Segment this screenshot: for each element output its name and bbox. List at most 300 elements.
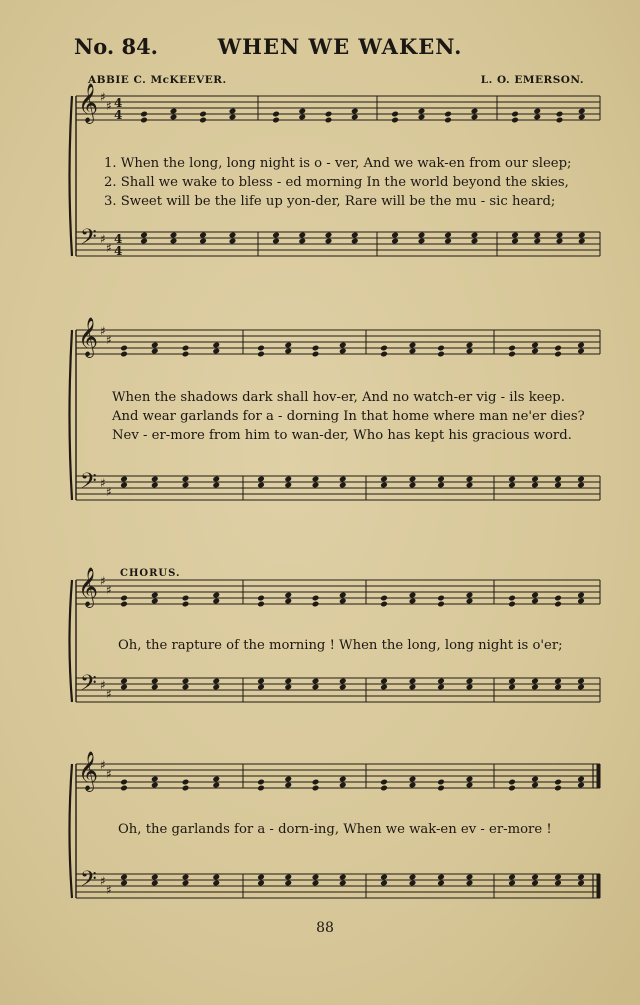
note-head (151, 678, 159, 685)
note-head (578, 238, 586, 245)
note-head (339, 782, 347, 789)
note-head (182, 779, 190, 786)
note-head (466, 476, 474, 483)
note-head (577, 482, 585, 489)
note-head (339, 342, 347, 349)
sharp-icon: ♯ (100, 758, 106, 772)
note-head (466, 880, 474, 887)
note-head (409, 598, 417, 605)
note-head (577, 592, 585, 599)
note-head (437, 351, 445, 358)
note-head (533, 238, 541, 245)
note-head (182, 476, 190, 483)
note-head (508, 595, 516, 602)
note-head (151, 874, 159, 881)
note-head (531, 782, 539, 789)
note-head (257, 785, 265, 792)
note-head (284, 476, 292, 483)
note-head (284, 592, 292, 599)
note-head (312, 880, 320, 887)
note-head (418, 108, 426, 115)
note-head (212, 342, 220, 349)
note-head (257, 351, 265, 358)
note-head (151, 342, 159, 349)
note-head (284, 598, 292, 605)
note-head (140, 232, 148, 239)
note-head (508, 601, 516, 608)
note-head (212, 880, 220, 887)
note-head (531, 592, 539, 599)
note-head (444, 111, 452, 118)
note-head (229, 114, 237, 121)
note-head (508, 345, 516, 352)
note-head (284, 684, 292, 691)
note-head (577, 678, 585, 685)
note-head (437, 684, 445, 691)
note-head (578, 108, 586, 115)
note-head (391, 117, 399, 124)
treble-clef-icon: 𝄞 (78, 83, 99, 123)
hymn-title: WHEN WE WAKEN. (217, 34, 463, 59)
note-head (182, 785, 190, 792)
note-head (409, 782, 417, 789)
note-head (418, 238, 426, 245)
note-head (554, 874, 562, 881)
sharp-icon: ♯ (106, 767, 112, 781)
note-head (508, 678, 516, 685)
note-head (409, 874, 417, 881)
note-head (409, 684, 417, 691)
note-head (182, 601, 190, 608)
note-head (257, 482, 265, 489)
note-head (339, 592, 347, 599)
note-head (229, 238, 237, 245)
note-head (437, 779, 445, 786)
note-head (511, 238, 519, 245)
hymn-number: No. 84. (74, 34, 158, 59)
note-head (312, 779, 320, 786)
note-head (511, 232, 519, 239)
time-signature: 4 (114, 96, 123, 110)
note-head (212, 776, 220, 783)
note-head (380, 601, 388, 608)
note-head (284, 482, 292, 489)
system-bracket (70, 330, 73, 500)
note-head (257, 476, 265, 483)
note-head (182, 684, 190, 691)
page-number: 88 (316, 920, 334, 936)
note-head (531, 880, 539, 887)
note-head (444, 117, 452, 124)
note-head (312, 684, 320, 691)
note-head (199, 111, 207, 118)
time-signature: 4 (114, 244, 123, 258)
note-head (298, 108, 306, 115)
note-head (351, 114, 359, 121)
note-head (120, 684, 128, 691)
time-signature: 4 (114, 108, 123, 122)
note-head (325, 232, 333, 239)
note-head (120, 779, 128, 786)
note-head (554, 684, 562, 691)
sharp-icon: ♯ (106, 687, 112, 701)
note-head (140, 111, 148, 118)
note-head (380, 684, 388, 691)
note-head (511, 117, 519, 124)
note-head (466, 348, 474, 355)
note-head (229, 232, 237, 239)
note-head (409, 880, 417, 887)
note-head (351, 232, 359, 239)
note-head (471, 108, 479, 115)
note-head (409, 776, 417, 783)
time-signature: 4 (114, 232, 123, 246)
note-head (531, 476, 539, 483)
note-head (272, 117, 280, 124)
note-head (466, 592, 474, 599)
note-head (120, 678, 128, 685)
note-head (199, 232, 207, 239)
note-head (312, 874, 320, 881)
note-head (120, 785, 128, 792)
lyric-chorus-line-2: Oh, the garlands for a - dorn-ing, When we wak-en ev - er-more ! (118, 822, 552, 837)
note-head (151, 776, 159, 783)
lyric-verse-3-line-2: Nev - er-more from him to wan-der, Who has kept his gracious word. (112, 428, 572, 443)
note-head (533, 114, 541, 121)
note-head (151, 348, 159, 355)
note-head (120, 476, 128, 483)
note-head (257, 684, 265, 691)
note-head (531, 348, 539, 355)
note-head (554, 482, 562, 489)
note-head (556, 232, 564, 239)
note-head (339, 348, 347, 355)
note-head (229, 108, 237, 115)
note-head (272, 232, 280, 239)
note-head (533, 232, 541, 239)
note-head (577, 776, 585, 783)
lyric-verse-2-line-1: 2. Shall we wake to bless - ed morning In the world beyond the skies, (104, 175, 569, 190)
note-head (272, 238, 280, 245)
note-head (151, 598, 159, 605)
note-head (284, 776, 292, 783)
note-head (508, 482, 516, 489)
lyric-verse-3-line-1: 3. Sweet will be the life up yon-der, Rare will be the mu - sic heard; (104, 194, 556, 209)
note-head (577, 476, 585, 483)
note-head (577, 348, 585, 355)
note-head (531, 598, 539, 605)
note-head (151, 592, 159, 599)
note-head (339, 776, 347, 783)
note-head (212, 678, 220, 685)
note-head (339, 874, 347, 881)
note-head (531, 684, 539, 691)
note-head (257, 595, 265, 602)
system-bracket (70, 764, 73, 898)
lyric-verse-2-line-2: And wear garlands for a - dorning In that home where man ne'er dies? (112, 409, 585, 424)
note-head (578, 232, 586, 239)
note-head (437, 874, 445, 881)
note-head (556, 117, 564, 124)
note-head (151, 476, 159, 483)
note-head (466, 482, 474, 489)
note-head (531, 342, 539, 349)
note-head (380, 779, 388, 786)
note-head (120, 880, 128, 887)
note-head (380, 874, 388, 881)
sharp-icon: ♯ (106, 333, 112, 347)
note-head (298, 232, 306, 239)
note-head (437, 595, 445, 602)
note-head (380, 482, 388, 489)
note-head (120, 874, 128, 881)
note-head (466, 678, 474, 685)
note-head (170, 232, 178, 239)
note-head (339, 684, 347, 691)
note-head (284, 342, 292, 349)
bass-clef-icon: 𝄢 (80, 469, 97, 499)
note-head (212, 348, 220, 355)
note-head (444, 238, 452, 245)
note-head (466, 684, 474, 691)
sharp-icon: ♯ (100, 232, 106, 246)
note-head (199, 117, 207, 124)
note-head (577, 782, 585, 789)
note-head (325, 111, 333, 118)
note-head (312, 345, 320, 352)
lyricist-credit: ABBIE C. McKEEVER. (88, 74, 227, 86)
note-head (170, 238, 178, 245)
note-head (471, 232, 479, 239)
note-head (339, 598, 347, 605)
note-head (554, 476, 562, 483)
note-head (466, 782, 474, 789)
note-head (312, 678, 320, 685)
sharp-icon: ♯ (106, 485, 112, 499)
note-head (466, 342, 474, 349)
note-head (120, 351, 128, 358)
note-head (284, 874, 292, 881)
note-head (212, 476, 220, 483)
note-head (312, 476, 320, 483)
note-head (531, 776, 539, 783)
bass-clef-icon: 𝄢 (80, 867, 97, 897)
note-head (284, 348, 292, 355)
sharp-icon: ♯ (106, 241, 112, 255)
note-head (151, 482, 159, 489)
note-head (437, 601, 445, 608)
note-head (120, 595, 128, 602)
note-head (437, 880, 445, 887)
note-head (380, 678, 388, 685)
note-head (391, 238, 399, 245)
note-head (120, 601, 128, 608)
note-head (257, 880, 265, 887)
note-head (170, 108, 178, 115)
note-head (284, 880, 292, 887)
note-head (471, 114, 479, 121)
note-head (298, 114, 306, 121)
note-head (380, 785, 388, 792)
composer-credit: L. O. EMERSON. (480, 74, 584, 86)
note-head (380, 351, 388, 358)
note-head (409, 482, 417, 489)
note-head (466, 598, 474, 605)
note-head (380, 880, 388, 887)
bass-clef-icon: 𝄢 (80, 225, 97, 255)
note-head (466, 874, 474, 881)
note-head (554, 779, 562, 786)
note-head (409, 476, 417, 483)
note-head (466, 776, 474, 783)
note-head (380, 595, 388, 602)
note-head (554, 345, 562, 352)
sharp-icon: ♯ (100, 90, 106, 104)
note-head (257, 779, 265, 786)
note-head (577, 880, 585, 887)
note-head (577, 684, 585, 691)
chorus-label: CHORUS. (120, 568, 181, 579)
sharp-icon: ♯ (100, 574, 106, 588)
note-head (257, 601, 265, 608)
sharp-icon: ♯ (100, 476, 106, 490)
note-head (437, 476, 445, 483)
note-head (531, 874, 539, 881)
note-head (151, 880, 159, 887)
note-head (409, 342, 417, 349)
sharp-icon: ♯ (106, 583, 112, 597)
note-head (120, 482, 128, 489)
note-head (351, 238, 359, 245)
note-head (409, 592, 417, 599)
note-head (508, 874, 516, 881)
treble-clef-icon: 𝄞 (78, 751, 99, 791)
note-head (182, 345, 190, 352)
note-head (578, 114, 586, 121)
note-head (182, 595, 190, 602)
note-head (170, 114, 178, 121)
treble-clef-icon: 𝄞 (78, 317, 99, 357)
note-head (508, 880, 516, 887)
sharp-icon: ♯ (100, 678, 106, 692)
note-head (339, 476, 347, 483)
note-head (325, 117, 333, 124)
note-head (182, 351, 190, 358)
note-head (508, 351, 516, 358)
note-head (409, 348, 417, 355)
note-head (437, 785, 445, 792)
note-head (212, 782, 220, 789)
note-head (199, 238, 207, 245)
note-head (182, 482, 190, 489)
note-head (212, 874, 220, 881)
note-head (212, 684, 220, 691)
note-head (284, 782, 292, 789)
note-head (380, 345, 388, 352)
note-head (556, 111, 564, 118)
sharp-icon: ♯ (100, 324, 106, 338)
note-head (182, 678, 190, 685)
note-head (437, 482, 445, 489)
note-head (391, 111, 399, 118)
treble-clef-icon: 𝄞 (78, 567, 99, 607)
bass-clef-icon: 𝄢 (80, 671, 97, 701)
note-head (312, 482, 320, 489)
note-head (284, 678, 292, 685)
note-head (554, 601, 562, 608)
note-head (212, 482, 220, 489)
note-head (140, 117, 148, 124)
note-head (339, 880, 347, 887)
note-head (312, 351, 320, 358)
note-head (140, 238, 148, 245)
note-head (577, 342, 585, 349)
sharp-icon: ♯ (106, 99, 112, 113)
note-head (508, 779, 516, 786)
note-head (391, 232, 399, 239)
note-head (418, 232, 426, 239)
note-head (418, 114, 426, 121)
note-head (471, 238, 479, 245)
note-head (312, 601, 320, 608)
note-head (409, 678, 417, 685)
note-head (531, 482, 539, 489)
note-head (298, 238, 306, 245)
sharp-icon: ♯ (106, 883, 112, 897)
lyric-verse-1-line-1: 1. When the long, long night is o - ver, And we wak-en from our sleep; (104, 156, 572, 171)
note-head (151, 684, 159, 691)
note-head (554, 880, 562, 887)
note-head (437, 678, 445, 685)
note-head (151, 782, 159, 789)
note-head (531, 678, 539, 685)
note-head (257, 345, 265, 352)
note-head (577, 874, 585, 881)
note-head (508, 476, 516, 483)
note-head (554, 678, 562, 685)
note-head (556, 238, 564, 245)
system-bracket (70, 96, 73, 256)
lyric-verse-1-line-2: When the shadows dark shall hov-er, And no watch-er vig - ils keep. (112, 390, 565, 405)
note-head (554, 785, 562, 792)
note-head (120, 345, 128, 352)
note-head (380, 476, 388, 483)
note-head (508, 684, 516, 691)
note-head (351, 108, 359, 115)
note-head (212, 598, 220, 605)
note-head (444, 232, 452, 239)
system-bracket (70, 580, 73, 702)
sharp-icon: ♯ (100, 874, 106, 888)
note-head (182, 880, 190, 887)
note-head (508, 785, 516, 792)
note-head (533, 108, 541, 115)
note-head (577, 598, 585, 605)
note-head (312, 785, 320, 792)
note-head (511, 111, 519, 118)
note-head (272, 111, 280, 118)
note-head (339, 678, 347, 685)
note-head (212, 592, 220, 599)
note-head (437, 345, 445, 352)
note-head (339, 482, 347, 489)
note-head (554, 351, 562, 358)
note-head (257, 678, 265, 685)
note-head (257, 874, 265, 881)
lyric-chorus-line-1: Oh, the rapture of the morning ! When the long, long night is o'er; (118, 638, 563, 653)
note-head (182, 874, 190, 881)
note-head (325, 238, 333, 245)
